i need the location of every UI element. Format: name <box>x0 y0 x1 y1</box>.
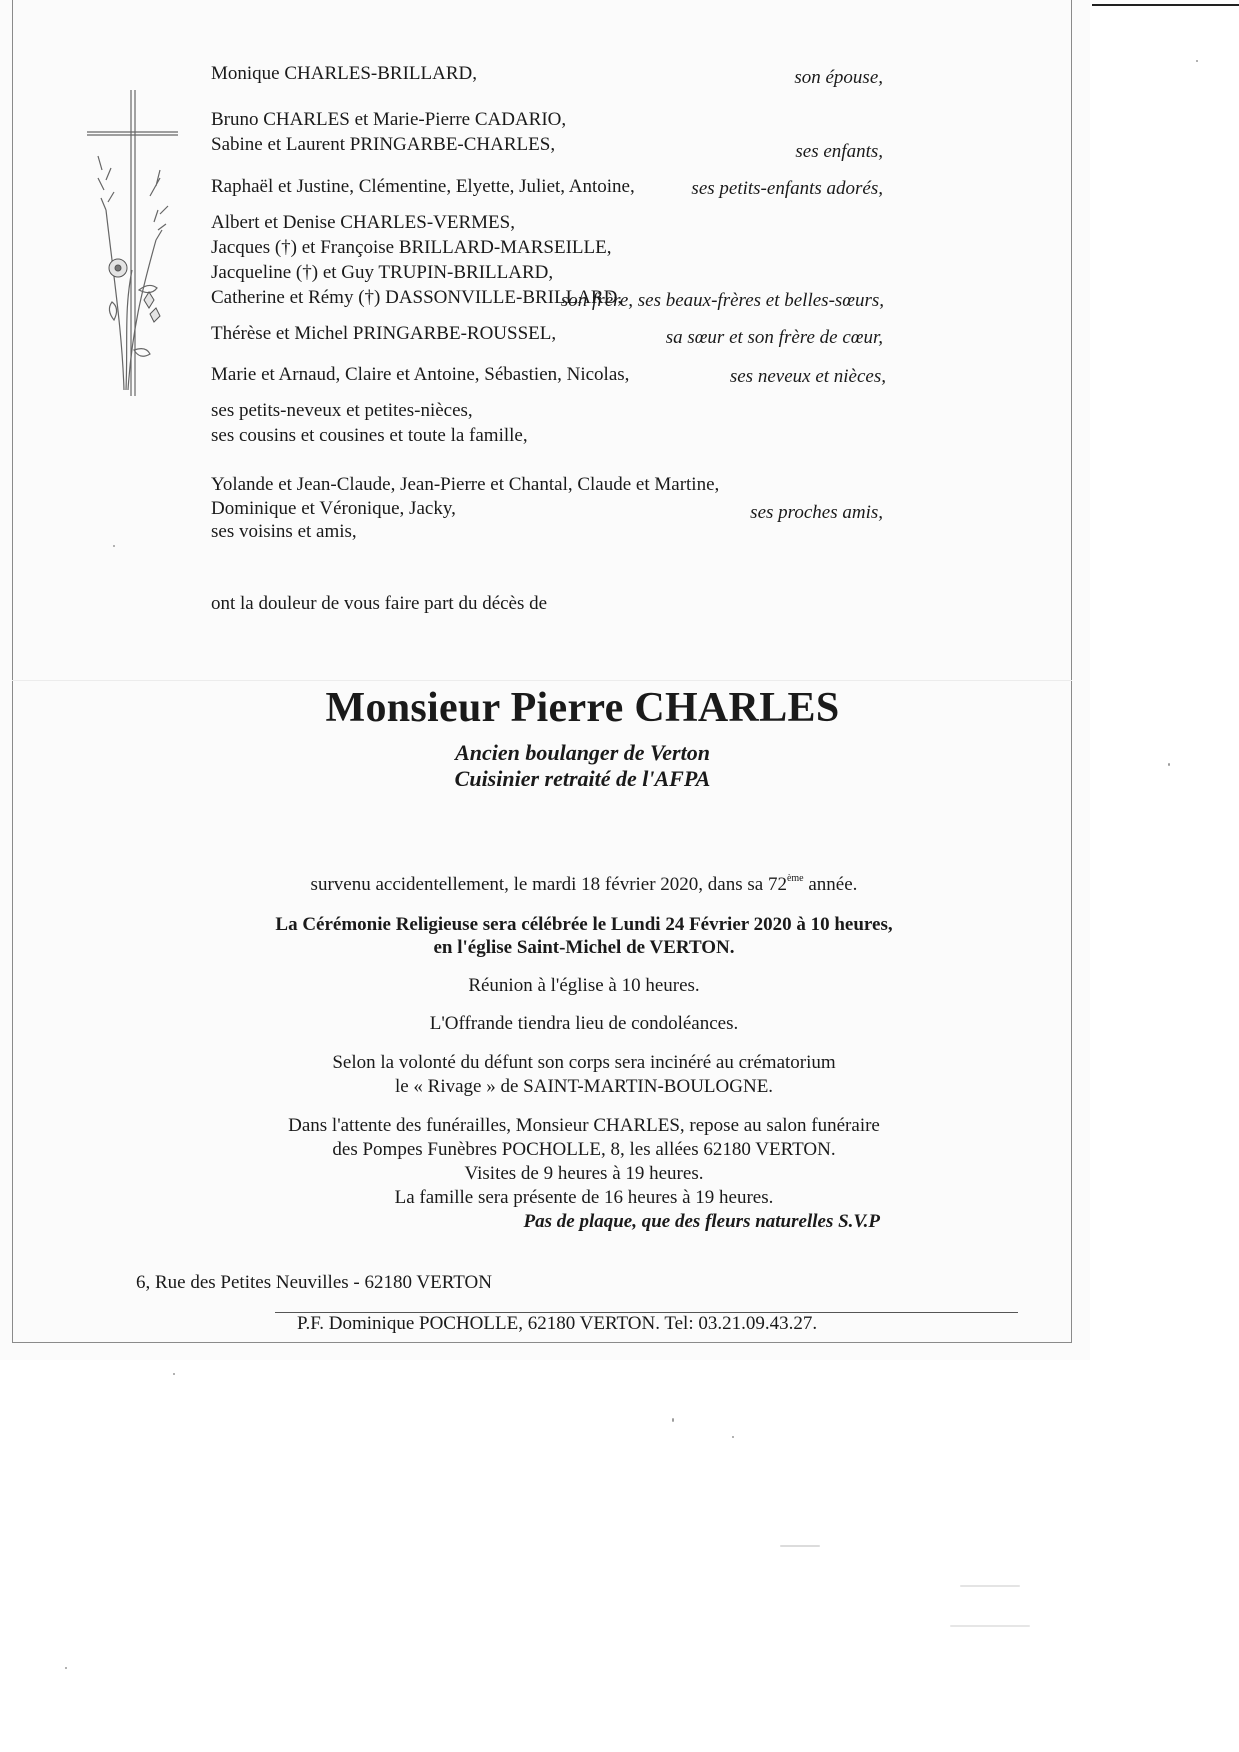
scan-speck <box>65 1667 67 1669</box>
family-line: Jacqueline (†) et Guy TRUPIN-BRILLARD, <box>211 262 554 283</box>
salon-line: des Pompes Funèbres POCHOLLE, 8, les allées 62180 VERTON. <box>332 1139 836 1160</box>
relation-label: ses neveux et nièces, <box>729 366 886 387</box>
cross-with-flowers-icon <box>84 90 184 400</box>
visits-line: Visites de 9 heures à 19 heures. <box>464 1163 704 1184</box>
scan-speck <box>173 1373 175 1375</box>
death-statement <box>0 872 1168 897</box>
family-address: 6, Rue des Petites Neuvilles - 62180 VERTON <box>136 1272 492 1293</box>
cremation-line: le « Rivage » de SAINT-MARTIN-BOULOGNE. <box>394 1076 774 1097</box>
scan-speck <box>950 1625 1030 1627</box>
scan-speck <box>672 1418 674 1422</box>
family-line: Jacques (†) et Françoise BRILLARD-MARSEILLE, <box>211 237 612 258</box>
relation-label: ses enfants, <box>795 141 883 162</box>
deceased-name: Monsieur Pierre CHARLES <box>325 685 840 731</box>
scan-speck <box>732 1436 734 1438</box>
scan-speck <box>1196 60 1198 62</box>
family-line: Dominique et Véronique, Jacky, <box>211 498 456 519</box>
relation-label: ses petits-enfants adorés, <box>691 178 883 199</box>
ceremony-line: en l'église Saint-Michel de VERTON. <box>433 937 735 958</box>
death-text-end: année. <box>803 874 858 895</box>
family-line: ses petits-neveux et petites-nièces, <box>211 400 473 421</box>
scan-speck <box>113 545 115 547</box>
reunion-line: Réunion à l'église à 10 heures. <box>468 975 700 996</box>
flowers-note: Pas de plaque, que des fleurs naturelles S.V.P <box>523 1211 880 1232</box>
family-line: Yolande et Jean-Claude, Jean-Pierre et Chantal, Claude et Martine, <box>211 474 720 495</box>
deceased-subtitle: Ancien boulanger de Verton <box>455 740 710 765</box>
offrande-line: L'Offrande tiendra lieu de condoléances. <box>429 1013 739 1034</box>
family-line: Raphaël et Justine, Clémentine, Elyette, Juliet, Antoine, <box>211 176 635 197</box>
death-text: survenu accidentellement, le mardi 18 février 2020, dans sa 72 <box>310 874 787 895</box>
scan-speck <box>1168 763 1170 766</box>
family-line: Monique CHARLES-BRILLARD, <box>211 63 477 84</box>
scan-edge-line <box>1092 4 1239 6</box>
ordinal-suffix: ème <box>786 873 804 884</box>
family-line: Albert et Denise CHARLES-VERMES, <box>211 212 515 233</box>
ceremony-line: La Cérémonie Religieuse sera célébrée le Lundi 24 Février 2020 à 10 heures, <box>275 914 893 935</box>
family-line: Thérèse et Michel PRINGARBE-ROUSSEL, <box>211 323 557 344</box>
salon-line: Dans l'attente des funérailles, Monsieur CHARLES, repose au salon funéraire <box>288 1115 880 1136</box>
deceased-subtitle: Cuisinier retraité de l'AFPA <box>454 766 711 791</box>
relation-label: sa sœur et son frère de cœur, <box>665 327 883 348</box>
family-line: Bruno CHARLES et Marie-Pierre CADARIO, <box>211 109 567 130</box>
family-line: ses cousins et cousines et toute la famille, <box>211 425 528 446</box>
paper-fold-line <box>12 680 1072 681</box>
family-line: Catherine et Rémy (†) DASSONVILLE-BRILLARD, <box>211 287 623 308</box>
family-line: Sabine et Laurent PRINGARBE-CHARLES, <box>211 134 556 155</box>
relation-label: son épouse, <box>794 67 883 88</box>
intro-text: ont la douleur de vous faire part du décès de <box>211 593 548 614</box>
scan-speck <box>960 1585 1020 1587</box>
relation-label: son frère, ses beaux-frères et belles-sœurs, <box>560 290 884 311</box>
cremation-line: Selon la volonté du défunt son corps sera incinéré au crématorium <box>332 1052 836 1073</box>
scan-speck <box>780 1545 820 1547</box>
family-line: Marie et Arnaud, Claire et Antoine, Sébastien, Nicolas, <box>211 364 630 385</box>
family-line: ses voisins et amis, <box>211 521 357 542</box>
funeral-home-footer: P.F. Dominique POCHOLLE, 62180 VERTON. Tel: 03.21.09.43.27. <box>297 1313 818 1334</box>
presence-line: La famille sera présente de 16 heures à 19 heures. <box>394 1187 774 1208</box>
relation-label: ses proches amis, <box>750 502 883 523</box>
